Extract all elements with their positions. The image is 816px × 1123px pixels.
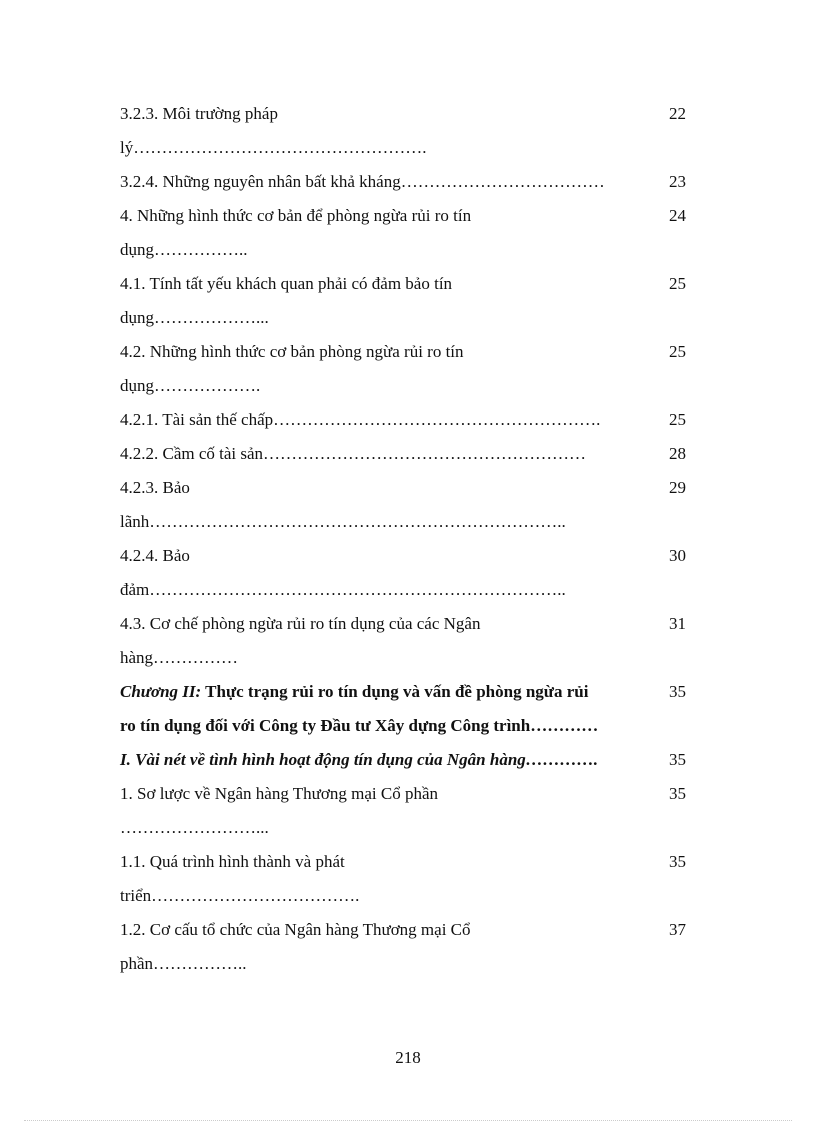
toc-page-number: 22 [669, 104, 686, 123]
table-of-contents [120, 97, 686, 981]
toc-entry-line: 4.1. Tính tất yếu khách quan phải có đảm bảo tín [120, 274, 453, 293]
toc-entry-text [120, 743, 664, 777]
toc-entry-line: 3.2.3. Môi trường pháp [120, 104, 278, 123]
toc-page-number: 35 [669, 682, 686, 701]
toc-entry-1-2[interactable] [120, 913, 686, 981]
toc-page-number: 37 [669, 920, 686, 939]
toc-entry-line: phần…………….. [120, 954, 247, 973]
chapter-title-part: Thực trạng rủi ro tín dụng và vấn đề phòng ngừa rủi [201, 682, 589, 701]
toc-entry-line: triển………………………………. [120, 886, 360, 905]
toc-entry-line: I. Vài nét về tình hình hoạt động tín dụng của Ngân hàng…………. [120, 750, 599, 769]
chapter-label: Chương II: [120, 682, 202, 701]
toc-page-number: 30 [669, 546, 686, 565]
toc-entry-line: 4. Những hình thức cơ bản để phòng ngừa rủi ro tín [120, 206, 472, 225]
toc-entry-4[interactable] [120, 199, 686, 267]
toc-entry-line: 4.3. Cơ chế phòng ngừa rủi ro tín dụng của các Ngân [120, 614, 481, 633]
toc-entry-text [120, 335, 664, 403]
toc-entry-text [120, 165, 664, 199]
toc-entry-text [120, 199, 664, 267]
toc-entry-4-2-4[interactable] [120, 539, 686, 607]
toc-entry-line: dụng…………….. [120, 240, 248, 259]
toc-entry-chapter-2[interactable] [120, 675, 686, 743]
toc-entry-line: đảm……………………………………………………………….. [120, 580, 566, 599]
page-number-footer: 218 [395, 1048, 421, 1067]
toc-entry-line: 4.2.1. Tài sản thế chấp…………………………………………………. [120, 410, 601, 429]
toc-entry-line: 4.2.2. Cầm cố tài sản………………………………………………… [120, 444, 587, 463]
toc-entry-4-2-1[interactable] [120, 403, 686, 437]
toc-entry-text [120, 267, 664, 335]
toc-page-number: 28 [669, 444, 686, 463]
toc-page-number: 25 [669, 274, 686, 293]
toc-entry-line: ……………………... [120, 818, 269, 837]
toc-entry-text [120, 913, 664, 981]
toc-entry-1-1[interactable] [120, 845, 686, 913]
toc-entry-line: 4.2.4. Bảo [120, 546, 190, 565]
toc-page-number: 35 [669, 784, 686, 803]
toc-entry-text [120, 845, 664, 913]
toc-page-number: 35 [669, 750, 686, 769]
toc-entry-line: ro tín dụng đối với Công ty Đầu tư Xây dựng Công trình………… [120, 716, 599, 735]
toc-page-number: 25 [669, 410, 686, 429]
toc-entry-section-1[interactable] [120, 743, 686, 777]
toc-page-number: 35 [669, 852, 686, 871]
toc-entry-4-3[interactable] [120, 607, 686, 675]
toc-entry-line: dụng………………... [120, 308, 269, 327]
toc-entry-text [120, 607, 664, 675]
toc-entry-3-2-3[interactable] [120, 97, 686, 165]
toc-entry-text [120, 777, 664, 845]
toc-page-number: 23 [669, 172, 686, 191]
toc-entry-line: lý……………………………………………. [120, 138, 427, 157]
toc-entry-text [120, 675, 664, 743]
toc-entry-text [120, 97, 664, 165]
toc-entry-1[interactable] [120, 777, 686, 845]
toc-entry-line: 4.2.3. Bảo [120, 478, 190, 497]
toc-entry-4-2[interactable] [120, 335, 686, 403]
toc-entry-line: lãnh……………………………………………………………….. [120, 512, 566, 531]
toc-page-number: 25 [669, 342, 686, 361]
toc-entry-4-1[interactable] [120, 267, 686, 335]
toc-entry-text [120, 437, 664, 471]
page-bottom-divider [24, 1120, 792, 1121]
toc-entry-line: 3.2.4. Những nguyên nhân bất khả kháng……………………………… [120, 172, 605, 191]
toc-page-number: 24 [669, 206, 686, 225]
toc-entry-line: hàng…………… [120, 648, 239, 667]
toc-entry-4-2-2[interactable] [120, 437, 686, 471]
toc-entry-line [120, 675, 634, 709]
toc-entry-text [120, 539, 664, 607]
toc-entry-line: 1. Sơ lược về Ngân hàng Thương mại Cổ phần [120, 784, 438, 803]
toc-page-number: 31 [669, 614, 686, 633]
toc-entry-3-2-4[interactable] [120, 165, 686, 199]
toc-page-number: 29 [669, 478, 686, 497]
toc-entry-4-2-3[interactable] [120, 471, 686, 539]
toc-entry-text [120, 403, 664, 437]
toc-entry-line: 1.1. Quá trình hình thành và phát [120, 852, 345, 871]
toc-entry-line: dụng………………. [120, 376, 261, 395]
toc-entry-text [120, 471, 664, 539]
toc-entry-line: 4.2. Những hình thức cơ bản phòng ngừa rủi ro tín [120, 342, 464, 361]
toc-entry-line: 1.2. Cơ cấu tổ chức của Ngân hàng Thương mại Cổ [120, 920, 471, 939]
